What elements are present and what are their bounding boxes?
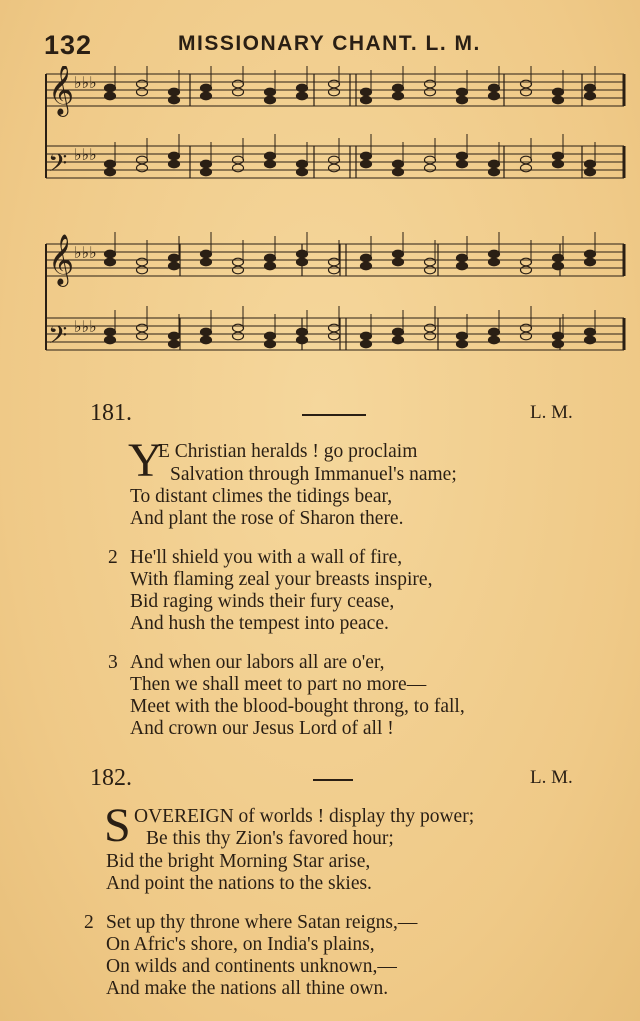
verse-line: Bid the bright Morning Star arise,: [106, 851, 371, 872]
note-head: [201, 258, 212, 266]
note-head: [585, 336, 596, 344]
note-head: [137, 88, 148, 96]
note-head: [329, 258, 340, 266]
note-head: [457, 340, 468, 348]
hymn-divider: [313, 779, 353, 781]
verse-line: And plant the rose of Sharon there.: [130, 508, 404, 529]
note-head: [425, 164, 436, 172]
verse-line: Salvation through Immanuel's name;: [170, 464, 457, 485]
note-head: [553, 340, 564, 348]
verse-line: To distant climes the tidings bear,: [130, 486, 393, 507]
note-head: [329, 266, 340, 274]
verse-number: 2: [108, 547, 118, 568]
note-head: [553, 160, 564, 168]
verse-line: On wilds and continents unknown,—: [106, 956, 397, 977]
verse-line: On Afric's shore, on India's plains,: [106, 934, 375, 955]
note-head: [297, 92, 308, 100]
note-head: [169, 88, 180, 96]
note-head: [361, 340, 372, 348]
note-head: [425, 266, 436, 274]
note-head: [137, 266, 148, 274]
note-head: [201, 250, 212, 258]
note-head: [105, 336, 116, 344]
note-head: [105, 258, 116, 266]
note-head: [553, 262, 564, 270]
note-head: [393, 336, 404, 344]
note-head: [553, 88, 564, 96]
note-head: [361, 262, 372, 270]
note-head: [457, 160, 468, 168]
page-header: [0, 30, 640, 60]
note-head: [425, 332, 436, 340]
note-head: [361, 332, 372, 340]
verse-line: And point the nations to the skies.: [106, 873, 372, 894]
note-head: [105, 250, 116, 258]
note-head: [137, 164, 148, 172]
note-head: [393, 250, 404, 258]
note-head: [201, 92, 212, 100]
note-head: [233, 324, 244, 332]
hymn-182-header: [0, 765, 640, 797]
key-signature: ♭♭♭: [74, 319, 97, 336]
note-head: [233, 164, 244, 172]
note-head: [457, 96, 468, 104]
note-head: [137, 324, 148, 332]
note-head: [393, 258, 404, 266]
note-head: [201, 336, 212, 344]
note-head: [233, 156, 244, 164]
note-head: [265, 262, 276, 270]
note-head: [585, 92, 596, 100]
note-head: [553, 254, 564, 262]
bass-clef: 𝄢: [48, 321, 68, 356]
note-head: [361, 96, 372, 104]
note-head: [393, 92, 404, 100]
note-head: [553, 96, 564, 104]
note-head: [489, 250, 500, 258]
note-head: [457, 262, 468, 270]
note-head: [393, 84, 404, 92]
note-head: [137, 80, 148, 88]
note-head: [457, 254, 468, 262]
treble-clef: 𝄞: [48, 234, 75, 285]
note-head: [521, 324, 532, 332]
note-head: [585, 258, 596, 266]
note-head: [105, 328, 116, 336]
note-head: [169, 160, 180, 168]
note-head: [585, 250, 596, 258]
note-head: [169, 254, 180, 262]
note-head: [489, 92, 500, 100]
hymn-meter: L. M.: [530, 402, 573, 423]
note-head: [553, 332, 564, 340]
verse-line: Then we shall meet to part no more—: [130, 674, 427, 695]
note-head: [361, 88, 372, 96]
note-head: [393, 168, 404, 176]
note-head: [425, 88, 436, 96]
note-head: [489, 160, 500, 168]
note-head: [201, 160, 212, 168]
note-head: [521, 258, 532, 266]
note-head: [521, 266, 532, 274]
note-head: [489, 328, 500, 336]
note-head: [169, 332, 180, 340]
page-number: 132: [44, 30, 93, 60]
verse-line: With flaming zeal your breasts inspire,: [130, 569, 433, 590]
note-head: [425, 258, 436, 266]
note-head: [105, 92, 116, 100]
note-head: [233, 80, 244, 88]
verse-line: And hush the tempest into peace.: [130, 613, 389, 634]
note-head: [265, 340, 276, 348]
note-head: [361, 152, 372, 160]
note-head: [521, 332, 532, 340]
note-head: [169, 262, 180, 270]
note-head: [297, 258, 308, 266]
note-head: [137, 332, 148, 340]
verse-line: And crown our Jesus Lord of all !: [130, 718, 394, 739]
note-head: [329, 324, 340, 332]
note-head: [489, 168, 500, 176]
note-head: [297, 168, 308, 176]
note-head: [169, 340, 180, 348]
note-head: [553, 152, 564, 160]
note-head: [521, 80, 532, 88]
hymn-number: 181.: [90, 400, 132, 426]
note-head: [457, 152, 468, 160]
note-head: [265, 160, 276, 168]
note-head: [329, 88, 340, 96]
verse-line: Meet with the blood-bought throng, to fall,: [130, 696, 465, 717]
note-head: [233, 332, 244, 340]
verse-line: He'll shield you with a wall of fire,: [130, 547, 403, 568]
bass-clef: 𝄢: [48, 149, 68, 184]
note-head: [233, 258, 244, 266]
note-head: [585, 84, 596, 92]
note-head: [201, 84, 212, 92]
note-head: [329, 332, 340, 340]
verse-line: E Christian heralds ! go proclaim: [158, 441, 418, 462]
note-head: [169, 152, 180, 160]
note-head: [361, 160, 372, 168]
note-head: [521, 156, 532, 164]
note-head: [265, 152, 276, 160]
note-head: [425, 156, 436, 164]
note-head: [137, 156, 148, 164]
note-head: [585, 328, 596, 336]
note-head: [521, 164, 532, 172]
note-head: [265, 332, 276, 340]
note-head: [297, 160, 308, 168]
note-head: [169, 96, 180, 104]
note-head: [105, 160, 116, 168]
note-head: [489, 258, 500, 266]
note-head: [393, 160, 404, 168]
note-head: [393, 328, 404, 336]
hymn-181-header: [0, 400, 640, 432]
note-head: [457, 332, 468, 340]
note-head: [585, 160, 596, 168]
verse-number: 3: [108, 652, 118, 673]
note-head: [457, 88, 468, 96]
note-head: [425, 324, 436, 332]
note-head: [265, 254, 276, 262]
note-head: [137, 258, 148, 266]
note-head: [105, 168, 116, 176]
treble-clef: 𝄞: [48, 66, 75, 115]
note-head: [297, 250, 308, 258]
verse-line: Set up thy throne where Satan reigns,—: [106, 912, 418, 933]
verse-line: OVEREIGN of worlds ! display thy power;: [134, 806, 475, 827]
note-head: [265, 96, 276, 104]
note-head: [521, 88, 532, 96]
music-score: [40, 66, 630, 386]
hymn-meter: L. M.: [530, 767, 573, 788]
verse-number: 2: [84, 912, 94, 933]
verse-line: And make the nations all thine own.: [106, 978, 389, 999]
note-head: [489, 336, 500, 344]
note-head: [329, 164, 340, 172]
hymn-divider: [302, 414, 366, 416]
note-head: [297, 336, 308, 344]
drop-cap: Y: [128, 434, 163, 487]
note-head: [425, 80, 436, 88]
note-head: [201, 328, 212, 336]
note-head: [233, 266, 244, 274]
note-head: [361, 254, 372, 262]
note-head: [329, 156, 340, 164]
note-head: [585, 168, 596, 176]
note-head: [265, 88, 276, 96]
hymn-number: 182.: [90, 765, 132, 791]
note-head: [201, 168, 212, 176]
note-head: [329, 80, 340, 88]
key-signature: ♭♭♭: [74, 147, 97, 164]
note-head: [489, 84, 500, 92]
note-head: [105, 84, 116, 92]
key-signature: ♭♭♭: [74, 75, 97, 92]
note-head: [297, 328, 308, 336]
drop-cap: S: [104, 799, 131, 852]
verse-line: And when our labors all are o'er,: [130, 652, 385, 673]
key-signature: ♭♭♭: [74, 245, 97, 262]
verse-line: Be this thy Zion's favored hour;: [146, 828, 394, 849]
verse-line: Bid raging winds their fury cease,: [130, 591, 395, 612]
note-head: [233, 88, 244, 96]
note-head: [297, 84, 308, 92]
page-title: MISSIONARY CHANT. L. M.: [178, 32, 481, 55]
